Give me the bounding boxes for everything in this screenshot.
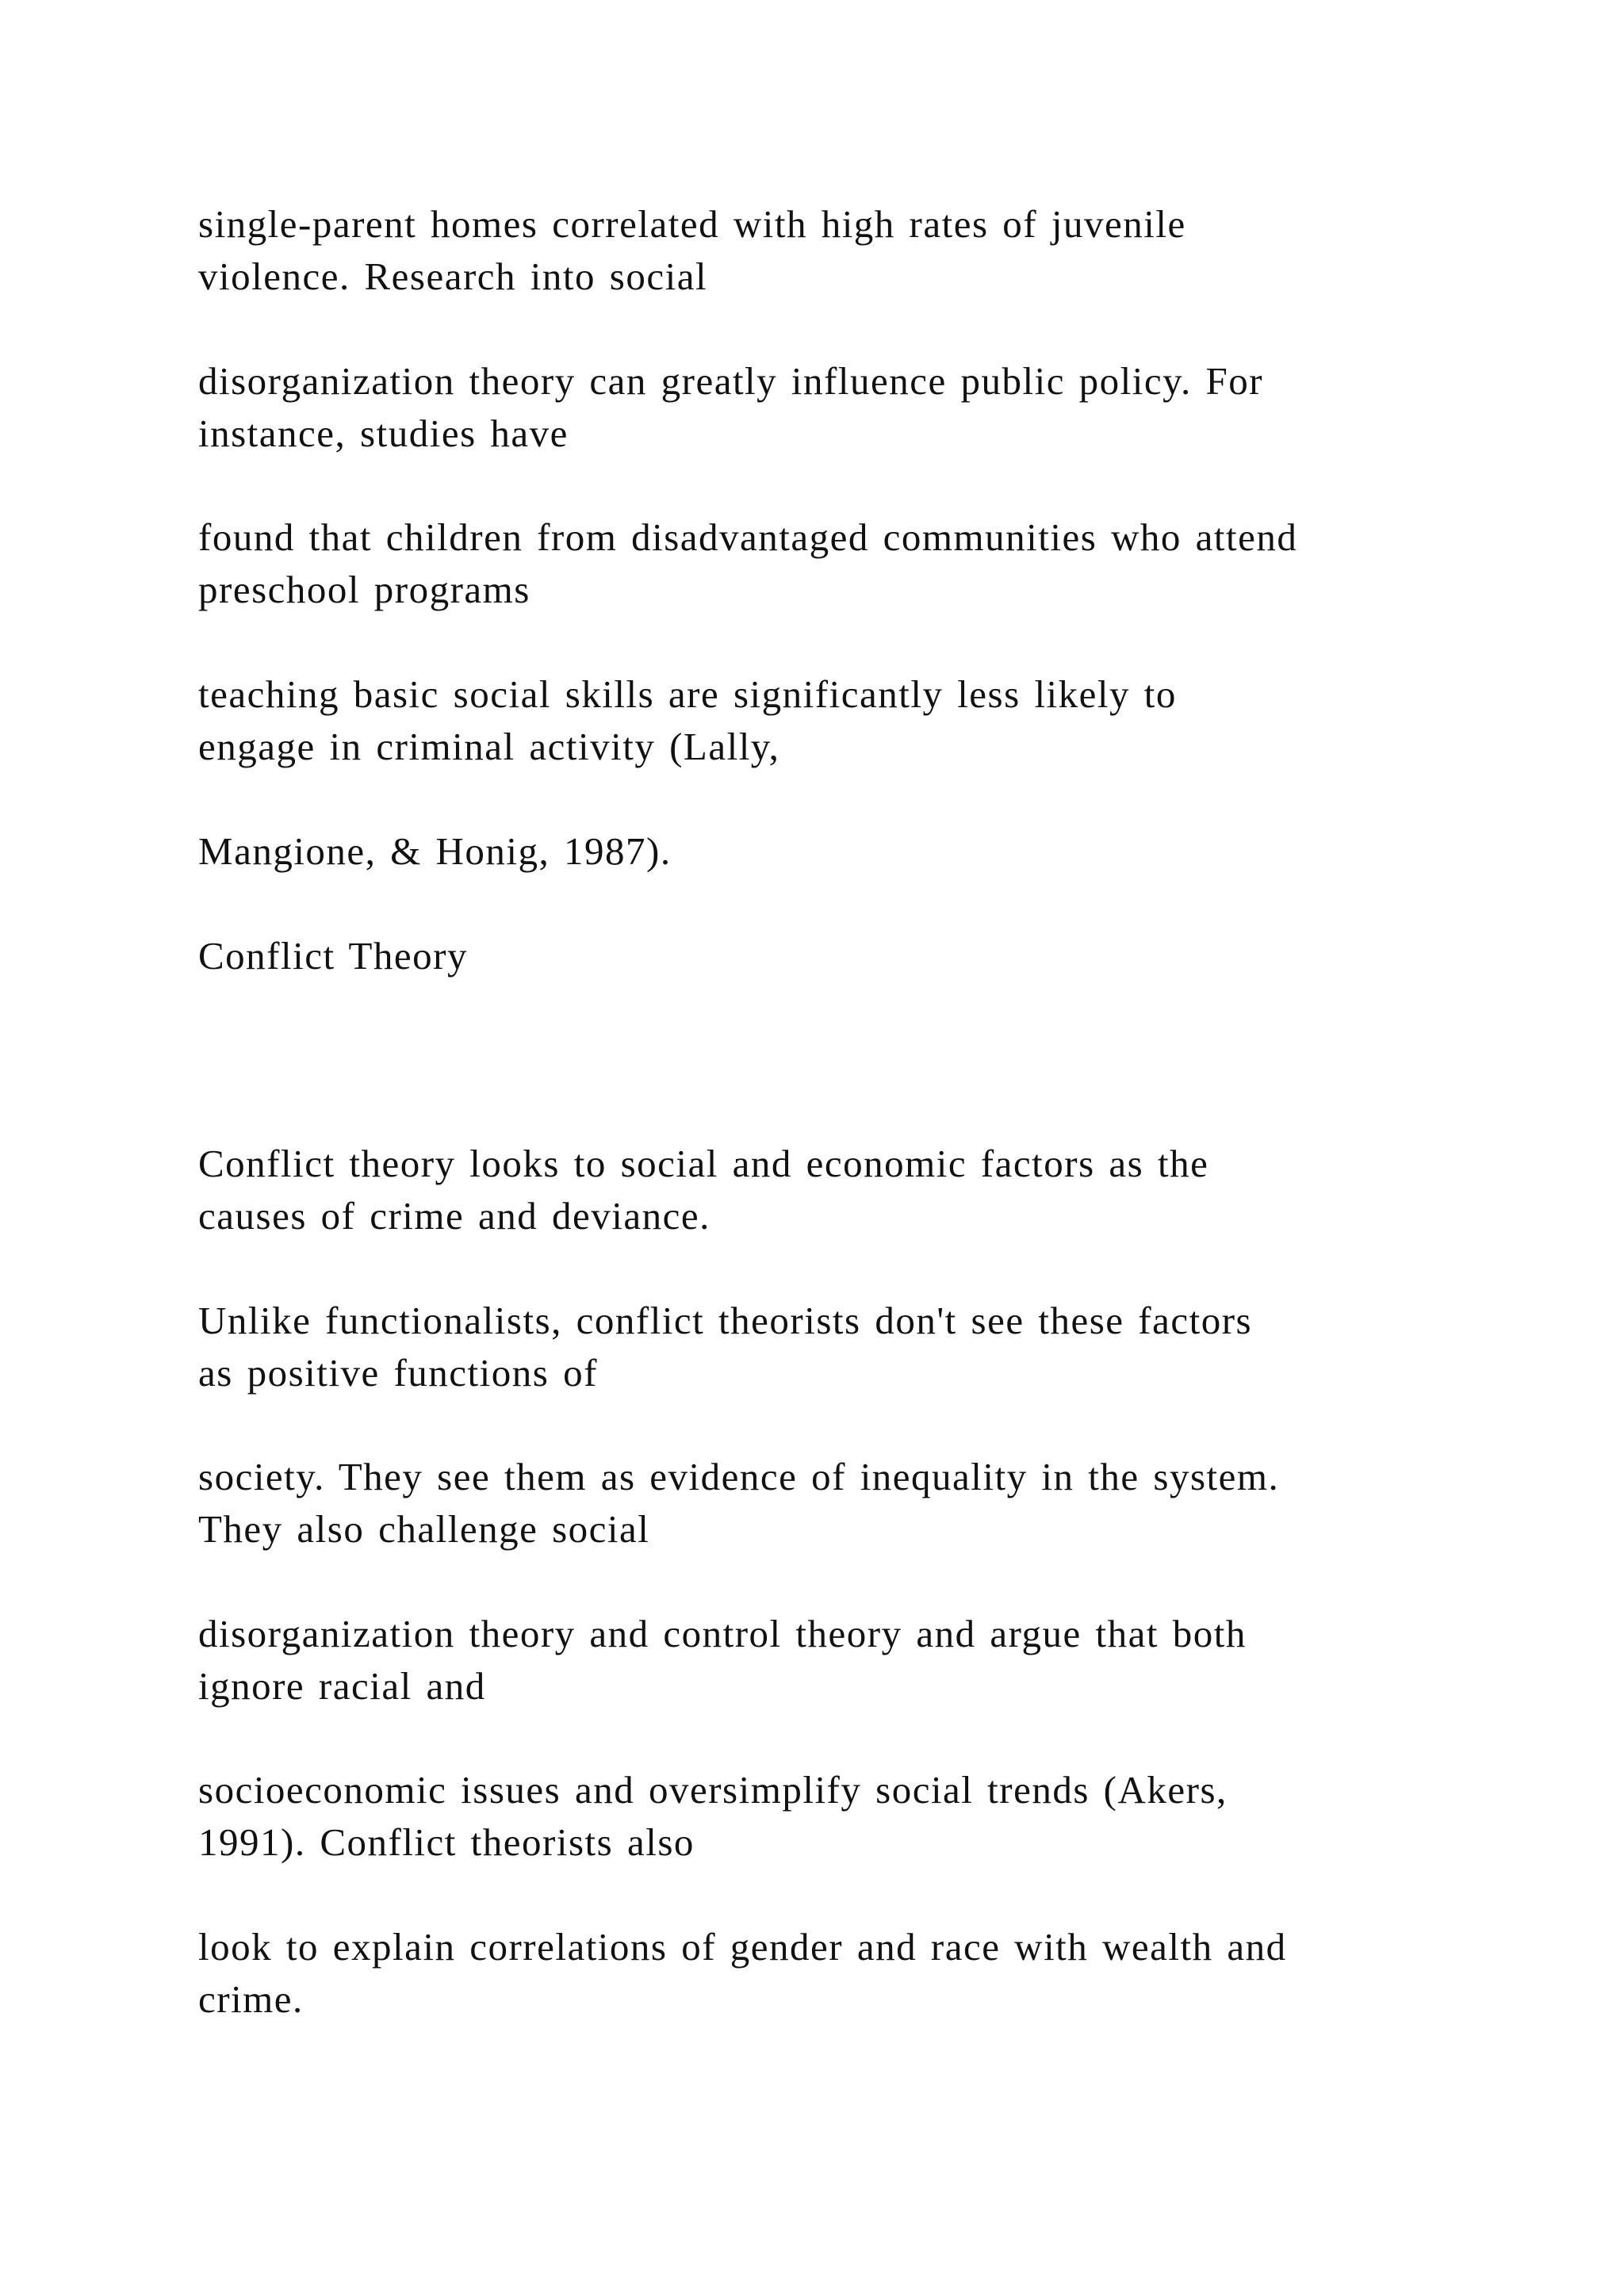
paragraph-line: preschool programs — [198, 568, 530, 611]
section-heading — [198, 930, 1467, 982]
paragraph-2 — [198, 355, 1467, 460]
paragraph-7 — [198, 1295, 1467, 1399]
paragraph-line: violence. Research into social — [198, 254, 708, 298]
paragraph-8 — [198, 1451, 1467, 1556]
paragraph-line: causes of crime and deviance. — [198, 1194, 710, 1238]
paragraph-line: crime. — [198, 1977, 304, 2021]
paragraph-line: society. They see them as evidence of inequality in the system. — [198, 1455, 1280, 1498]
section-heading-text: Conflict Theory — [198, 934, 468, 978]
paragraph-line: instance, studies have — [198, 411, 569, 455]
paragraph-line: teaching basic social skills are significantly less likely to — [198, 672, 1177, 716]
paragraph-line: engage in criminal activity (Lally, — [198, 725, 780, 768]
paragraph-line: socioeconomic issues and oversimplify social trends (Akers, — [198, 1768, 1228, 1812]
paragraph-3 — [198, 511, 1467, 616]
paragraph-line: ignore racial and — [198, 1664, 486, 1708]
paragraph-6 — [198, 1138, 1467, 1242]
paragraph-4 — [198, 668, 1467, 773]
paragraph-line: Mangione, & Honig, 1987). — [198, 829, 672, 873]
paragraph-line: 1991). Conflict theorists also — [198, 1820, 695, 1864]
paragraph-line: as positive functions of — [198, 1351, 598, 1395]
paragraph-line: single-parent homes correlated with high rates of juvenile — [198, 202, 1186, 246]
paragraph-line: disorganization theory can greatly influence public policy. For — [198, 359, 1264, 403]
paragraph-11 — [198, 1921, 1467, 2026]
paragraph-line: Conflict theory looks to social and economic factors as the — [198, 1142, 1209, 1185]
paragraph-9 — [198, 1608, 1467, 1712]
paragraph-line: look to explain correlations of gender and race with wealth and — [198, 1925, 1287, 1969]
paragraph-1 — [198, 198, 1467, 303]
paragraph-line: disorganization theory and control theory and argue that both — [198, 1612, 1247, 1655]
paragraph-line: found that children from disadvantaged communities who attend — [198, 515, 1298, 559]
paragraph-line: Unlike functionalists, conflict theorists don't see these factors — [198, 1299, 1253, 1342]
paragraph-line: They also challenge social — [198, 1507, 650, 1551]
paragraph-5 — [198, 825, 1467, 878]
paragraph-10 — [198, 1764, 1467, 1869]
